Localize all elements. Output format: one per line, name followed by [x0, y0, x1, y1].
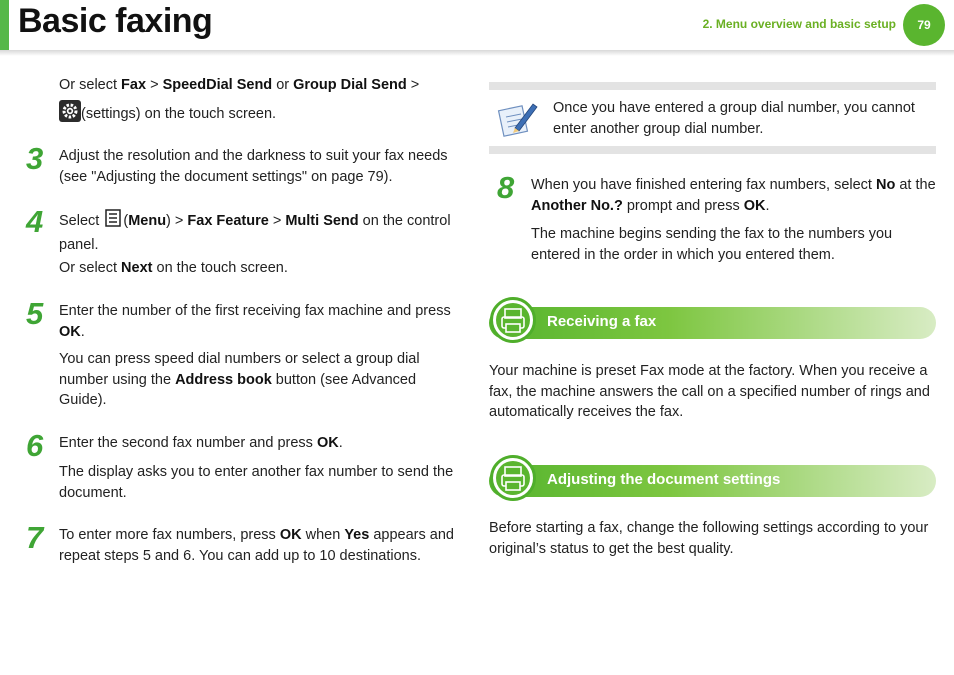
step-5-note: You can press speed dial numbers or select a group dial number using the Address book button (see Advanced Guide).	[59, 351, 420, 408]
note-text: Once you have entered a group dial number, you cannot enter another group dial number.	[553, 100, 915, 137]
section-header-adjusting	[489, 465, 936, 497]
intro-line-2: (settings) on the touch screen.	[59, 100, 469, 129]
step-6-note: The display asks you to enter another fax number to send the document.	[59, 464, 454, 501]
header-rule	[0, 50, 954, 56]
step-number: 7	[26, 520, 44, 555]
note-pencil-icon	[497, 98, 539, 143]
step-5-text: Enter the number of the first receiving fax machine and press OK.	[59, 303, 451, 340]
menu-icon	[103, 208, 123, 235]
step-number: 8	[497, 170, 515, 205]
fax-icon	[490, 297, 536, 343]
step-number: 6	[26, 428, 44, 463]
settings-icon	[59, 100, 81, 129]
intro-line-1: Or select Fax > SpeedDial Send or Group Dial Send >	[59, 77, 420, 93]
page-title: Basic faxing	[18, 2, 213, 40]
step-4-note: Or select Next on the touch screen.	[59, 260, 288, 276]
step-7-text: To enter more fax numbers, press OK when Yes appears and repeat steps 5 and 6. You can add up to 10 destinations.	[59, 527, 454, 564]
step-8-text: When you have finished entering fax numbers, select No at the Another No.? prompt and press OK.	[531, 177, 936, 214]
step-8-note: The machine begins sending the fax to the numbers you entered in the order in which you entered them.	[531, 226, 893, 263]
step-6-text: Enter the second fax number and press OK.	[59, 435, 343, 451]
section-title: Receiving a fax	[547, 313, 657, 330]
fax-icon	[490, 455, 536, 501]
step-4-text: Select (Menu) > Fax Feature > Multi Send on the control panel.	[59, 208, 469, 255]
section-header-receiving	[489, 307, 936, 339]
section-2-body: Before starting a fax, change the following settings according to your original’s status to get the best quality.	[489, 520, 929, 557]
section-title: Adjusting the document settings	[547, 471, 781, 488]
chapter-link[interactable]: 2. Menu overview and basic setup	[702, 17, 896, 31]
step-3-text: Adjust the resolution and the darkness to suit your fax needs (see "Adjusting the document settings" on page 79).	[59, 148, 448, 185]
header-accent-bar	[0, 0, 9, 50]
section-1-body: Your machine is preset Fax mode at the factory. When you receive a fax, the machine answers the call on a specified number of rings and automatically receives the fax.	[489, 363, 930, 420]
step-number: 5	[26, 296, 44, 331]
note-box	[489, 82, 936, 154]
step-number: 3	[26, 141, 44, 176]
page-number-badge: 79	[903, 4, 945, 46]
step-number: 4	[26, 204, 44, 239]
